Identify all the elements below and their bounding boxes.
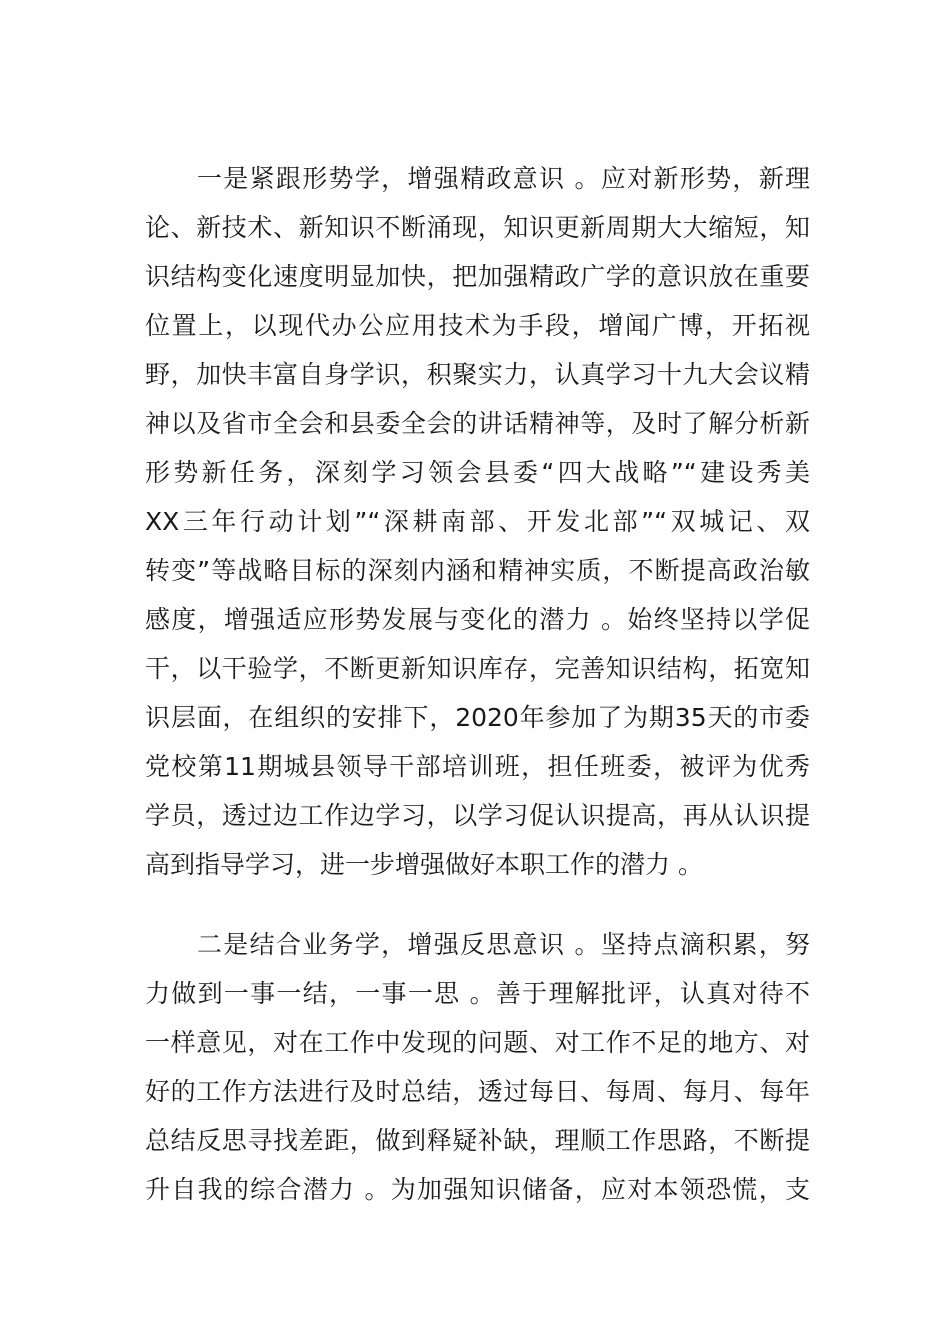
paragraph-line: 转变”等战略目标的深刻内涵和精神实质，不断提高政治敏 xyxy=(145,556,810,585)
paragraph-line: 二是结合业务学，增强反思意识 。坚持点滴积累，努 xyxy=(197,930,810,959)
paragraph-line: 一样意见，对在工作中发现的问题、对工作不足的地方、对 xyxy=(145,1028,810,1057)
paragraph-line: 形势新任务，深刻学习领会县委“四大战略”“建设秀美 xyxy=(145,458,810,487)
paragraph-line: 论、新技术、新知识不断涌现，知识更新周期大大缩短，知 xyxy=(145,213,810,242)
paragraph-line: 学员，透过边工作边学习，以学习促认识提高，再从认识提 xyxy=(145,801,810,830)
paragraph-line: 高到指导学习，进一步增强做好本职工作的潜力 。 xyxy=(145,850,703,879)
paragraph-study-situation xyxy=(145,154,810,889)
paragraph-line: 感度，增强适应形势发展与变化的潜力 。始终坚持以学促 xyxy=(145,605,810,634)
paragraph-line: 力做到一事一结，一事一思 。善于理解批评，认真对待不 xyxy=(145,979,810,1008)
paragraph-line: 位置上，以现代办公应用技术为手段，增闻广博，开拓视 xyxy=(145,311,810,340)
paragraph-line: 一是紧跟形势学，增强精政意识 。应对新形势，新理 xyxy=(197,164,810,193)
paragraph-line: 总结反思寻找差距，做到释疑补缺，理顺工作思路，不断提 xyxy=(145,1126,810,1155)
paragraph-line: 升自我的综合潜力 。为加强知识储备，应对本领恐慌，支 xyxy=(145,1175,810,1204)
paragraph-line: 神以及省市全会和县委全会的讲话精神等，及时了解分析新 xyxy=(145,409,810,438)
paragraph-line: XX三年行动计划”“深耕南部、开发北部”“双城记、双 xyxy=(145,507,810,536)
paragraph-line: 好的工作方法进行及时总结，透过每日、每周、每月、每年 xyxy=(145,1077,810,1106)
paragraph-line: 识层面，在组织的安排下，2020年参加了为期35天的市委 xyxy=(145,703,810,732)
paragraph-line: 党校第11期城县领导干部培训班，担任班委，被评为优秀 xyxy=(145,752,810,781)
paragraph-business-study xyxy=(145,920,810,1214)
paragraph-line: 识结构变化速度明显加快，把加强精政广学的意识放在重要 xyxy=(145,262,810,291)
paragraph-line: 干，以干验学，不断更新知识库存，完善知识结构，拓宽知 xyxy=(145,654,810,683)
paragraph-line: 野，加快丰富自身学识，积聚实力，认真学习十九大会议精 xyxy=(145,360,810,389)
